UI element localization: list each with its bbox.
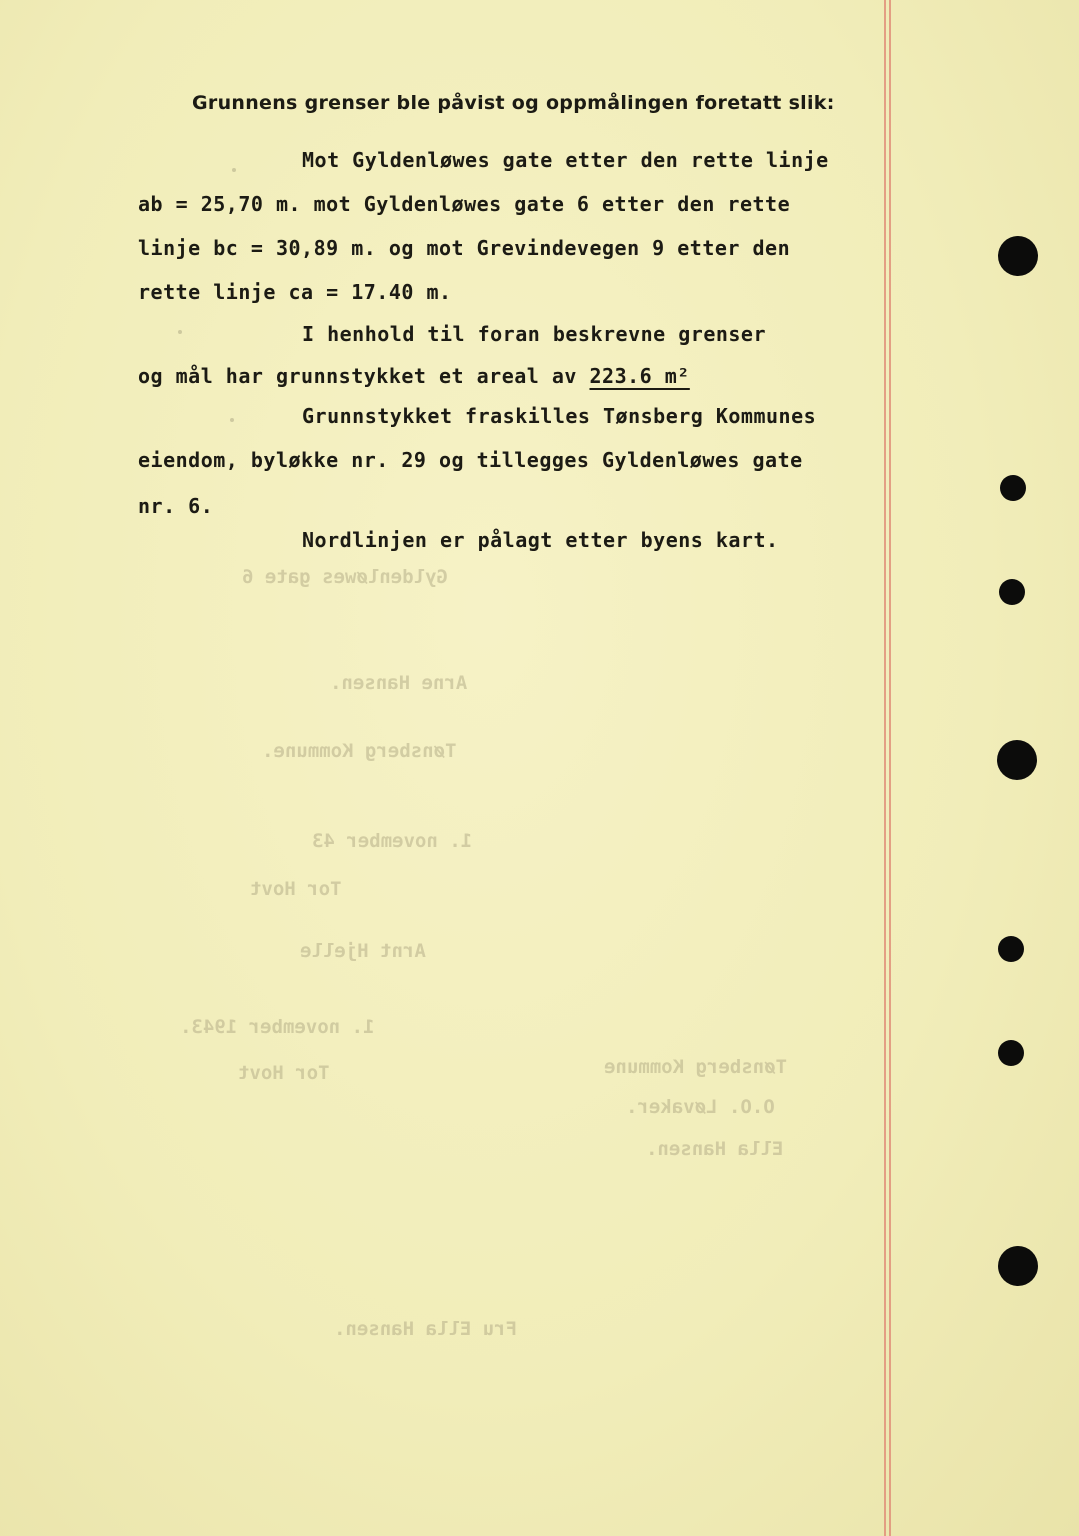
bleed-through-text: Tønsberg Kommune. <box>262 740 457 762</box>
bleed-through-text: 1. november 1943. <box>180 1016 375 1038</box>
body-line: nr. 6. <box>138 494 214 518</box>
body-line: rette linje ca = 17.40 m. <box>138 280 452 304</box>
body-line: ab = 25,70 m. mot Gyldenløwes gate 6 etter den rette <box>138 192 791 216</box>
ink-smudge <box>178 330 182 334</box>
punch-hole <box>998 1040 1024 1066</box>
punch-hole <box>997 740 1037 780</box>
punch-hole <box>998 936 1024 962</box>
bleed-through-text: Tor Hovt <box>250 878 342 900</box>
body-line: eiendom, byløkke nr. 29 og tillegges Gyldenløwes gate <box>138 448 803 472</box>
margin-rule-line-inner <box>889 0 891 1536</box>
body-line: Nordlinjen er pålagt etter byens kart. <box>302 528 779 552</box>
bleed-through-text: O.O. Løvaker. <box>626 1096 775 1118</box>
ink-smudge <box>232 168 236 172</box>
punch-hole <box>999 579 1025 605</box>
document-heading: Grunnens grenser ble påvist og oppmålingen foretatt slik: <box>192 92 835 114</box>
body-line-area <box>138 364 690 388</box>
punch-hole <box>1000 475 1026 501</box>
margin-rule-line <box>884 0 886 1536</box>
bleed-through-text: Gyldenløwes gate 6 <box>242 566 448 588</box>
area-value: 223.6 m² <box>589 364 690 388</box>
bleed-through-text: Arne Hansen. <box>330 672 468 694</box>
bleed-through-text: Fru Ella Hansen. <box>334 1318 518 1340</box>
body-line: linje bc = 30,89 m. og mot Grevindevegen 9 etter den <box>138 236 791 260</box>
body-line: Mot Gyldenløwes gate etter den rette linje <box>302 148 829 172</box>
bleed-through-text: Tønsberg Kommune <box>604 1056 788 1078</box>
bleed-through-text: Arnt Hjelle <box>300 940 426 962</box>
ink-smudge <box>230 418 234 422</box>
bleed-through-text: Tor Hovt <box>238 1062 330 1084</box>
punch-hole <box>998 1246 1038 1286</box>
body-line: I henhold til foran beskrevne grenser <box>302 322 767 346</box>
area-label: og mål har grunnstykket et areal av <box>138 364 577 388</box>
punch-hole <box>998 236 1038 276</box>
bleed-through-text: Ella Hansen. <box>646 1138 784 1160</box>
bleed-through-text: 1. november 43 <box>312 830 473 852</box>
body-line: Grunnstykket fraskilles Tønsberg Kommunes <box>302 404 817 428</box>
